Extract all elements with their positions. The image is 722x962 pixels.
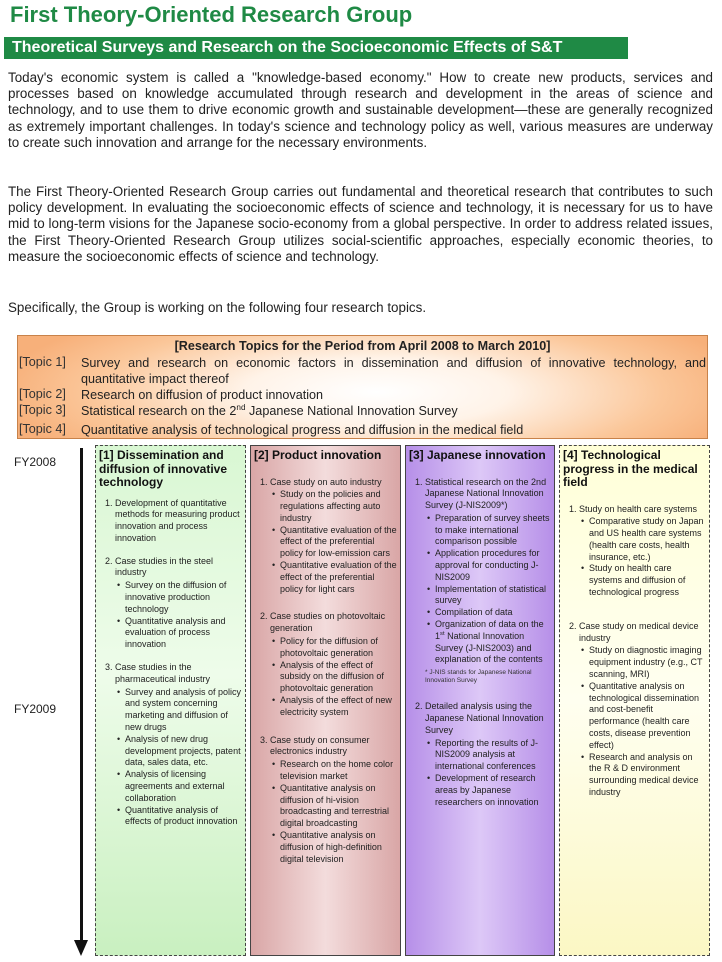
sub-item: • Analysis of licensing agreements and external collaboration <box>125 769 242 804</box>
fy2008-label: FY2008 <box>14 455 57 469</box>
topics-lead-paragraph: Specifically, the Group is working on the following four research topics. <box>8 300 427 315</box>
topics-heading: [Research Topics for the Period from April 2008 to March 2010] <box>174 339 551 353</box>
sub-item: • Quantitative analysis on diffusion of high-definition digital television <box>280 830 397 865</box>
list-item: 1. Statistical research on the 2nd Japanese National Innovation Survey (J-NIS2009*) • Preparation of survey sheets to make international comparison possible • Application procedures for approval for conducting J-NIS2009 • Implementation of statistical survey • Compilation of data • Organization of data on the 1st National Innovation Survey (J-NIS2003) and explanation of the contents * J-NIS stands for Japanese National Innovation Survey <box>425 477 551 686</box>
sub-item: • Implementation of statistical survey <box>435 584 551 608</box>
sub-item: • Quantitative analysis on diffusion of hi-vision broadcasting and terrestrial digital broadcasting <box>280 783 397 830</box>
column-title: [3] Japanese innovation <box>409 448 546 462</box>
topic3-column <box>405 445 555 956</box>
sub-item: • Survey and analysis of policy and system concerning marketing and diffusion of new drugs <box>125 687 242 734</box>
sub-item: • Study on the policies and regulations affecting auto industry <box>280 489 397 524</box>
list-item: 2. Case study on medical device industry • Study on diagnostic imaging equipment industry (e.g., CT scanning, MRI) • Quantitative analysis on technological dissemination and cost-benefit performance (health care costs, disease prevention effect) • Research and analysis on the R & D environment surrounding medical device industry <box>579 621 706 799</box>
fy2009-label: FY2009 <box>14 702 57 716</box>
sub-item: • Research on the home color television market <box>280 759 397 783</box>
footnote: * J-NIS stands for Japanese National Innovation Survey <box>425 669 532 685</box>
sub-item: • Quantitative evaluation of the effect of the preferential policy for light cars <box>280 560 397 595</box>
timeline-arrow-head <box>74 940 88 956</box>
sub-item: • Application procedures for approval for conducting J-NIS2009 <box>435 548 551 583</box>
sub-item: • Quantitative analysis on technological dissemination and cost-benefit performance (health care costs, disease prevention effect) <box>589 681 706 752</box>
column-title: [2] Product innovation <box>254 448 382 462</box>
group-description-paragraph: The First Theory-Oriented Research Group carries out fundamental and theoretical research that contributes to such policy development. In evaluating the socioeconomic effects of science and technology, it is necessary for us to have mid to long-term visions for the Japanese socio-economy from a global perspective. In order to address related issues, the First Theory-Oriented Research Group utilizes social-scientific approaches, especially economic theories, to measure the socioeconomic effects of science and technology. <box>8 184 713 264</box>
sub-item: • Analysis of new drug development projects, patent data, sales data, etc. <box>125 734 242 769</box>
column-title: [4] Technological progress in the medical field <box>563 448 698 489</box>
topic-text: Survey and research on economic factors in dissemination and diffusion of innovative technology, and quantitative impact thereof <box>81 356 706 386</box>
list-item: 2. Case studies in the steel industry • Survey on the diffusion of innovative production technology • Quantitative analysis and evaluation of process innovation <box>115 556 242 651</box>
timeline-arrow <box>80 448 83 944</box>
list-item: 3. Case studies in the pharmaceutical industry • Survey and analysis of policy and system concerning marketing and diffusion of new drugs • Analysis of new drug development projects, patent data, sales data, etc. • Analysis of licensing agreements and external collaboration • Quantitative analysis of effects of product innovation <box>115 662 242 828</box>
topic-text: Research on diffusion of product innovation <box>81 388 324 402</box>
topic-text: Statistical research on the 2nd Japanese National Innovation Survey <box>81 402 458 418</box>
sub-item: • Organization of data on the 1st National Innovation Survey (J-NIS2003) and explanation of the contents <box>435 619 551 666</box>
list-item: 1. Study on health care systems • Comparative study on Japan and US health care systems (health care costs, health insurance, etc.) • Study on health care systems and diffusion of technological progress <box>579 504 706 599</box>
sub-item: • Quantitative analysis of effects of product innovation <box>125 805 242 829</box>
page-title: First Theory-Oriented Research Group <box>10 2 413 27</box>
sub-item: • Research and analysis on the R & D environment surrounding medical device industry <box>589 752 706 799</box>
sub-item: • Survey on the diffusion of innovative production technology <box>125 580 242 615</box>
list-item: 3. Case study on consumer electronics industry • Research on the home color television market • Quantitative analysis on diffusion of hi-vision broadcasting and terrestrial digital broadcasting • Quantitative analysis on diffusion of high-definition digital television <box>270 735 397 866</box>
topic-label: [Topic 2] <box>19 387 66 401</box>
topic-label: [Topic 1] <box>19 355 66 369</box>
topic2-column <box>250 445 401 956</box>
research-topics-box <box>17 335 708 439</box>
topic-label: [Topic 4] <box>19 422 66 436</box>
sub-item: • Analysis of the effect of new electricity system <box>280 695 397 719</box>
section-subtitle: Theoretical Surveys and Research on the Socioeconomic Effects of S&T <box>4 37 628 59</box>
sub-item: • Compilation of data <box>435 607 551 619</box>
topic-label: [Topic 3] <box>19 403 66 417</box>
sub-item: • Development of research areas by Japanese researchers on innovation <box>435 773 551 808</box>
column-title: [1] Dissemination and diffusion of innovative technology <box>99 448 227 489</box>
topic-text: Quantitative analysis of technological progress and diffusion in the medical field <box>81 423 524 437</box>
list-item: 1. Case study on auto industry • Study on the policies and regulations affecting auto industry • Quantitative evaluation of the effect of the preferential policy for low-emission cars • Quantitative evaluation of the effect of the preferential policy for light cars <box>270 477 397 596</box>
topic4-column <box>559 445 710 956</box>
sub-item: • Quantitative analysis and evaluation of process innovation <box>125 616 242 651</box>
sub-item: • Comparative study on Japan and US health care systems (health care costs, health insurance, etc.) <box>589 516 706 563</box>
list-item: 2. Detailed analysis using the Japanese National Innovation Survey • Reporting the results of J-NIS2009 analysis at international conferences • Development of research areas by Japanese researchers on innovation <box>425 701 551 808</box>
sub-item: • Policy for the diffusion of photovoltaic generation <box>280 636 397 660</box>
list-item: 2. Case studies on photovoltaic generation • Policy for the diffusion of photovoltaic generation • Analysis of the effect of subsidy on the diffusion of photovoltaic generation • Analysis of the effect of new electricity system <box>270 611 397 718</box>
sub-item: • Study on health care systems and diffusion of technological progress <box>589 563 706 598</box>
sub-item: • Analysis of the effect of subsidy on the diffusion of photovoltaic generation <box>280 660 397 695</box>
topic1-column <box>95 445 246 956</box>
sub-item: • Reporting the results of J-NIS2009 analysis at international conferences <box>435 738 551 773</box>
sub-item: • Study on diagnostic imaging equipment industry (e.g., CT scanning, MRI) <box>589 645 706 680</box>
list-item: 1. Development of quantitative methods for measuring product innovation and process innovation <box>115 498 242 545</box>
intro-paragraph: Today's economic system is called a "knowledge-based economy." How to create new products, services and processes based on knowledge accumulated through research and development in the areas of science and technology, and to use them to drive economic growth and sustainable development—these are generally recognized as extremely important challenges. In today's science and technology policy as well, various measures are underway to create such innovation and arrange for the necessary environments. <box>8 70 713 150</box>
sub-item: • Preparation of survey sheets to make international comparison possible <box>435 513 551 548</box>
sub-item: • Quantitative evaluation of the effect of the preferential policy for low-emission cars <box>280 525 397 560</box>
